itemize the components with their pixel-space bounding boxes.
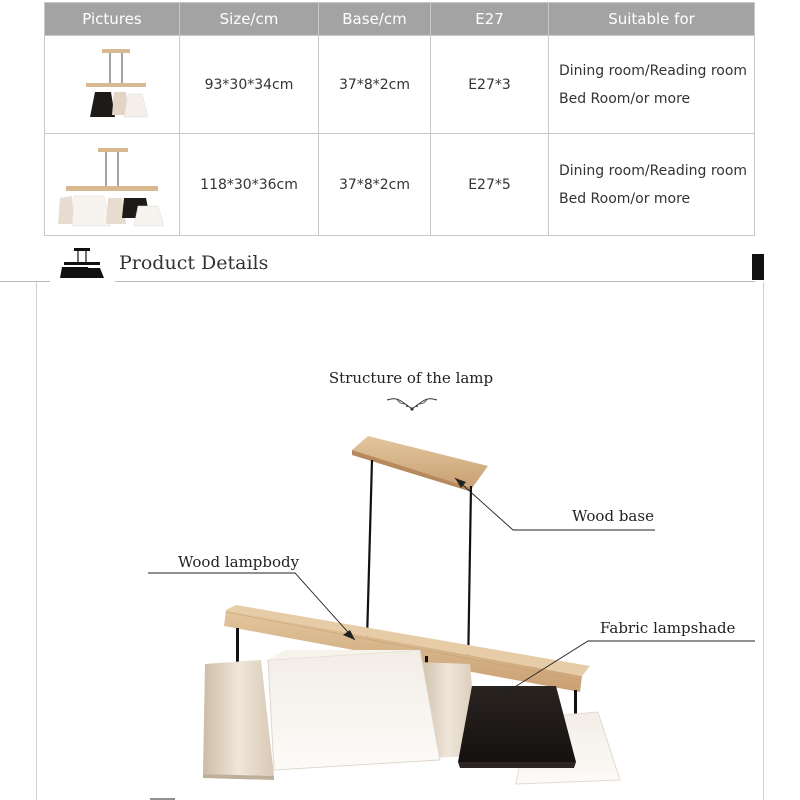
base-cell: 37*8*2cm bbox=[319, 36, 431, 134]
header-e27: E27 bbox=[431, 3, 549, 36]
suitable-line: Bed Room/or more bbox=[559, 90, 691, 107]
section-title: Product Details bbox=[119, 252, 269, 274]
header-pictures: Pictures bbox=[45, 3, 180, 36]
label-fabric-lampshade: Fabric lampshade bbox=[600, 619, 736, 637]
e27-cell: E27*3 bbox=[431, 36, 549, 134]
suitable-line: Dining room/Reading room bbox=[559, 162, 748, 179]
diagram-title: Structure of the lamp bbox=[328, 369, 494, 387]
e27-cell: E27*5 bbox=[431, 134, 549, 236]
size-cell: 93*30*34cm bbox=[180, 36, 319, 134]
base-cell: 37*8*2cm bbox=[319, 134, 431, 236]
label-wood-lampbody: Wood lampbody bbox=[178, 553, 300, 571]
header-base: Base/cm bbox=[319, 3, 431, 36]
header-suitable: Suitable for bbox=[549, 3, 755, 36]
label-wood-base: Wood base bbox=[572, 507, 654, 525]
size-cell: 118*30*36cm bbox=[180, 134, 319, 236]
suitable-line: Dining room/Reading room bbox=[559, 62, 748, 79]
suitable-line: Bed Room/or more bbox=[559, 190, 691, 207]
header-size: Size/cm bbox=[180, 3, 319, 36]
